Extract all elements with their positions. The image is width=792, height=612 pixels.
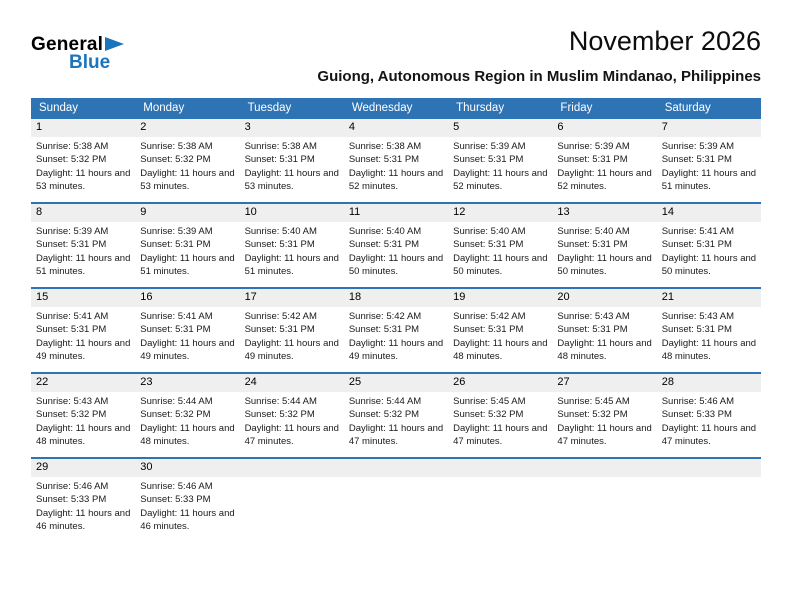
day-details — [657, 222, 761, 287]
day-cell — [657, 119, 761, 202]
day-number: 30 — [135, 459, 239, 477]
day-sunset: Sunset: 5:31 PM — [661, 324, 732, 336]
day-cell — [31, 459, 135, 542]
logo-text-general: General — [31, 34, 104, 55]
page-header — [31, 26, 761, 85]
day-sunrise: Sunrise: 5:39 AM — [557, 141, 630, 152]
day-daylight: Daylight: 11 hours and 51 minutes. — [244, 252, 339, 278]
day-number: 2 — [135, 119, 239, 137]
day-sunrise: Sunrise: 5:45 AM — [453, 395, 526, 407]
day-sunrise: Sunrise: 5:40 AM — [244, 225, 317, 237]
day-details — [31, 222, 135, 287]
day-daylight: Daylight: 11 hours and 47 minutes. — [348, 422, 444, 448]
day-details — [344, 222, 448, 287]
day-number: 15 — [31, 289, 135, 307]
day-sunset: Sunset: 5:33 PM — [661, 409, 732, 421]
day-sunrise: Sunrise: 5:44 AM — [348, 395, 422, 407]
weekday-header-cell: Monday — [143, 102, 185, 114]
day-details — [552, 137, 656, 202]
day-details — [552, 477, 656, 540]
day-cell — [240, 459, 344, 542]
week-row — [31, 202, 761, 287]
day-number: 28 — [657, 374, 761, 392]
weekday-header-cell: Tuesday — [247, 102, 292, 114]
week-row — [31, 457, 761, 542]
day-sunrise: Sunrise: 5:43 AM — [661, 310, 735, 322]
day-sunrise: Sunrise: 5:38 AM — [36, 141, 109, 152]
day-details — [135, 222, 239, 287]
weekday-header-cell: Thursday — [456, 102, 505, 114]
day-number: 6 — [552, 119, 656, 137]
day-sunrise: Sunrise: 5:38 AM — [244, 141, 317, 152]
day-sunrise: Sunrise: 5:40 AM — [557, 225, 630, 237]
day-number: 17 — [240, 289, 344, 307]
day-sunset: Sunset: 5:31 PM — [661, 154, 732, 166]
day-sunrise: Sunrise: 5:38 AM — [140, 141, 213, 152]
day-daylight: Daylight: 11 hours and 50 minutes. — [661, 252, 757, 278]
day-number: 7 — [657, 119, 761, 137]
day-number: 18 — [344, 289, 448, 307]
day-daylight: Daylight: 11 hours and 49 minutes. — [140, 337, 235, 363]
day-cell — [657, 204, 761, 287]
day-sunset: Sunset: 5:31 PM — [453, 324, 524, 336]
day-cell — [657, 374, 761, 457]
day-number: 12 — [448, 204, 552, 222]
day-daylight: Daylight: 11 hours and 47 minutes. — [453, 422, 548, 448]
day-number: 8 — [31, 204, 135, 222]
day-sunrise: Sunrise: 5:40 AM — [453, 225, 526, 237]
day-number: 10 — [240, 204, 344, 222]
day-details — [240, 392, 344, 457]
day-number — [657, 459, 761, 477]
day-details — [552, 392, 656, 457]
weekday-header-row — [31, 98, 761, 119]
day-sunset: Sunset: 5:31 PM — [557, 239, 628, 251]
day-number: 26 — [448, 374, 552, 392]
day-daylight: Daylight: 11 hours and 50 minutes. — [453, 252, 548, 278]
day-cell — [448, 204, 552, 287]
day-details — [448, 137, 552, 202]
day-daylight: Daylight: 11 hours and 49 minutes. — [348, 337, 444, 363]
day-details — [344, 137, 448, 202]
day-sunrise: Sunrise: 5:42 AM — [453, 310, 526, 322]
day-number: 23 — [135, 374, 239, 392]
day-sunset: Sunset: 5:32 PM — [140, 154, 211, 166]
general-blue-logo — [31, 26, 124, 74]
day-sunset: Sunset: 5:31 PM — [140, 239, 211, 251]
day-sunset: Sunset: 5:31 PM — [36, 239, 107, 251]
day-number: 4 — [344, 119, 448, 137]
day-details — [31, 307, 135, 372]
day-cell — [344, 204, 448, 287]
day-sunrise: Sunrise: 5:38 AM — [348, 141, 422, 152]
day-details — [240, 307, 344, 372]
day-daylight: Daylight: 11 hours and 53 minutes. — [244, 167, 339, 193]
day-cell — [31, 289, 135, 372]
day-daylight: Daylight: 11 hours and 50 minutes. — [557, 252, 652, 278]
day-daylight: Daylight: 11 hours and 48 minutes. — [557, 337, 652, 363]
day-cell — [552, 289, 656, 372]
day-sunrise: Sunrise: 5:44 AM — [140, 395, 213, 407]
calendar — [31, 98, 761, 542]
day-number: 3 — [240, 119, 344, 137]
day-number: 11 — [344, 204, 448, 222]
day-cell — [135, 204, 239, 287]
day-number — [448, 459, 552, 477]
day-number — [240, 459, 344, 477]
day-details — [240, 222, 344, 287]
day-number: 16 — [135, 289, 239, 307]
day-daylight: Daylight: 11 hours and 48 minutes. — [661, 337, 757, 363]
day-sunrise: Sunrise: 5:44 AM — [244, 395, 317, 407]
day-daylight: Daylight: 11 hours and 46 minutes. — [140, 507, 235, 533]
day-sunrise: Sunrise: 5:43 AM — [36, 395, 109, 407]
day-daylight: Daylight: 11 hours and 49 minutes. — [244, 337, 339, 363]
day-daylight: Daylight: 11 hours and 49 minutes. — [36, 337, 131, 363]
weekday-header-cell: Wednesday — [351, 102, 413, 114]
day-details — [31, 477, 135, 542]
day-number: 9 — [135, 204, 239, 222]
day-number: 24 — [240, 374, 344, 392]
day-sunrise: Sunrise: 5:42 AM — [244, 310, 317, 322]
day-sunrise: Sunrise: 5:39 AM — [36, 225, 109, 237]
day-cell — [448, 119, 552, 202]
day-cell — [135, 289, 239, 372]
day-daylight: Daylight: 11 hours and 52 minutes. — [453, 167, 548, 193]
day-cell — [344, 289, 448, 372]
day-sunset: Sunset: 5:31 PM — [140, 324, 211, 336]
day-details — [135, 137, 239, 202]
day-daylight: Daylight: 11 hours and 52 minutes. — [348, 167, 444, 193]
day-cell — [344, 119, 448, 202]
day-cell — [552, 119, 656, 202]
day-sunset: Sunset: 5:32 PM — [557, 409, 628, 421]
weekday-header-cell: Sunday — [39, 102, 79, 114]
day-cell — [31, 204, 135, 287]
day-cell — [240, 204, 344, 287]
day-cell — [448, 374, 552, 457]
day-sunset: Sunset: 5:33 PM — [140, 494, 211, 506]
day-cell — [135, 374, 239, 457]
day-details — [135, 307, 239, 372]
day-cell — [31, 374, 135, 457]
day-sunset: Sunset: 5:31 PM — [557, 324, 628, 336]
day-details — [552, 222, 656, 287]
day-sunset: Sunset: 5:32 PM — [244, 409, 315, 421]
day-daylight: Daylight: 11 hours and 48 minutes. — [140, 422, 235, 448]
day-sunset: Sunset: 5:31 PM — [244, 154, 315, 166]
day-number: 27 — [552, 374, 656, 392]
day-details — [448, 222, 552, 287]
day-number: 19 — [448, 289, 552, 307]
day-cell — [135, 459, 239, 542]
day-cell — [657, 289, 761, 372]
day-sunset: Sunset: 5:31 PM — [244, 239, 315, 251]
day-daylight: Daylight: 11 hours and 48 minutes. — [36, 422, 131, 448]
week-row — [31, 119, 761, 202]
day-daylight: Daylight: 11 hours and 46 minutes. — [36, 507, 131, 533]
day-sunset: Sunset: 5:32 PM — [453, 409, 524, 421]
day-daylight: Daylight: 11 hours and 48 minutes. — [453, 337, 548, 363]
day-sunrise: Sunrise: 5:46 AM — [661, 395, 735, 407]
day-sunrise: Sunrise: 5:39 AM — [140, 225, 213, 237]
day-sunrise: Sunrise: 5:42 AM — [348, 310, 422, 322]
day-number: 22 — [31, 374, 135, 392]
day-details — [657, 137, 761, 202]
day-daylight: Daylight: 11 hours and 51 minutes. — [661, 167, 757, 193]
day-sunrise: Sunrise: 5:40 AM — [348, 225, 422, 237]
day-daylight: Daylight: 11 hours and 51 minutes. — [36, 252, 131, 278]
day-sunset: Sunset: 5:31 PM — [348, 324, 420, 336]
day-cell — [552, 204, 656, 287]
day-sunset: Sunset: 5:31 PM — [557, 154, 628, 166]
day-details — [448, 477, 552, 540]
day-details — [31, 137, 135, 202]
day-number: 5 — [448, 119, 552, 137]
title-block — [317, 26, 761, 85]
day-sunset: Sunset: 5:32 PM — [140, 409, 211, 421]
day-daylight: Daylight: 11 hours and 51 minutes. — [140, 252, 235, 278]
day-details — [448, 307, 552, 372]
day-sunset: Sunset: 5:32 PM — [348, 409, 420, 421]
day-daylight: Daylight: 11 hours and 53 minutes. — [140, 167, 235, 193]
day-sunset: Sunset: 5:31 PM — [348, 239, 420, 251]
day-sunset: Sunset: 5:32 PM — [36, 154, 107, 166]
day-number — [552, 459, 656, 477]
day-number: 21 — [657, 289, 761, 307]
day-cell — [344, 459, 448, 542]
day-details — [552, 307, 656, 372]
day-details — [31, 392, 135, 457]
day-cell — [552, 459, 656, 542]
day-sunrise: Sunrise: 5:46 AM — [140, 480, 213, 492]
day-details — [135, 477, 239, 542]
day-daylight: Daylight: 11 hours and 47 minutes. — [244, 422, 339, 448]
day-cell — [31, 119, 135, 202]
day-sunrise: Sunrise: 5:41 AM — [140, 310, 213, 322]
day-number: 25 — [344, 374, 448, 392]
day-sunset: Sunset: 5:31 PM — [244, 324, 315, 336]
logo-text-blue: Blue — [69, 52, 111, 73]
day-details — [657, 307, 761, 372]
day-number: 13 — [552, 204, 656, 222]
day-details — [240, 477, 344, 540]
day-cell — [240, 374, 344, 457]
day-details — [448, 392, 552, 457]
day-sunrise: Sunrise: 5:46 AM — [36, 480, 109, 492]
day-number — [344, 459, 448, 477]
day-daylight: Daylight: 11 hours and 53 minutes. — [36, 167, 131, 193]
day-details — [240, 137, 344, 202]
day-cell — [135, 119, 239, 202]
day-details — [344, 477, 448, 540]
day-sunset: Sunset: 5:32 PM — [36, 409, 107, 421]
day-sunrise: Sunrise: 5:41 AM — [36, 310, 109, 322]
day-daylight: Daylight: 11 hours and 47 minutes. — [661, 422, 757, 448]
day-number: 20 — [552, 289, 656, 307]
page-subtitle: Guiong, Autonomous Region in Muslim Mindanao, Philippines — [317, 68, 761, 85]
day-number: 14 — [657, 204, 761, 222]
day-sunset: Sunset: 5:31 PM — [453, 239, 524, 251]
day-sunset: Sunset: 5:33 PM — [36, 494, 107, 506]
day-cell — [240, 289, 344, 372]
weekday-header-cell: Saturday — [664, 102, 711, 114]
day-sunset: Sunset: 5:31 PM — [453, 154, 524, 166]
day-sunset: Sunset: 5:31 PM — [661, 239, 732, 251]
page-title: November 2026 — [568, 26, 761, 56]
day-sunset: Sunset: 5:31 PM — [348, 154, 420, 166]
day-details — [344, 392, 448, 457]
week-row — [31, 287, 761, 372]
day-daylight: Daylight: 11 hours and 50 minutes. — [348, 252, 444, 278]
day-sunrise: Sunrise: 5:39 AM — [453, 141, 526, 152]
day-number: 29 — [31, 459, 135, 477]
day-sunrise: Sunrise: 5:41 AM — [661, 225, 735, 237]
day-cell — [552, 374, 656, 457]
day-details — [657, 392, 761, 457]
day-daylight: Daylight: 11 hours and 52 minutes. — [557, 167, 652, 193]
logo-flag-icon — [105, 37, 124, 51]
day-daylight: Daylight: 11 hours and 47 minutes. — [557, 422, 652, 448]
weekday-header-cell: Friday — [560, 102, 593, 114]
day-sunrise: Sunrise: 5:39 AM — [661, 141, 735, 152]
day-cell — [448, 459, 552, 542]
day-details — [135, 392, 239, 457]
day-sunrise: Sunrise: 5:43 AM — [557, 310, 630, 322]
day-cell — [657, 459, 761, 542]
day-sunset: Sunset: 5:31 PM — [36, 324, 107, 336]
day-number: 1 — [31, 119, 135, 137]
day-details — [344, 307, 448, 372]
day-cell — [344, 374, 448, 457]
week-row — [31, 372, 761, 457]
day-details — [657, 477, 761, 540]
day-cell — [240, 119, 344, 202]
day-sunrise: Sunrise: 5:45 AM — [557, 395, 630, 407]
day-cell — [448, 289, 552, 372]
